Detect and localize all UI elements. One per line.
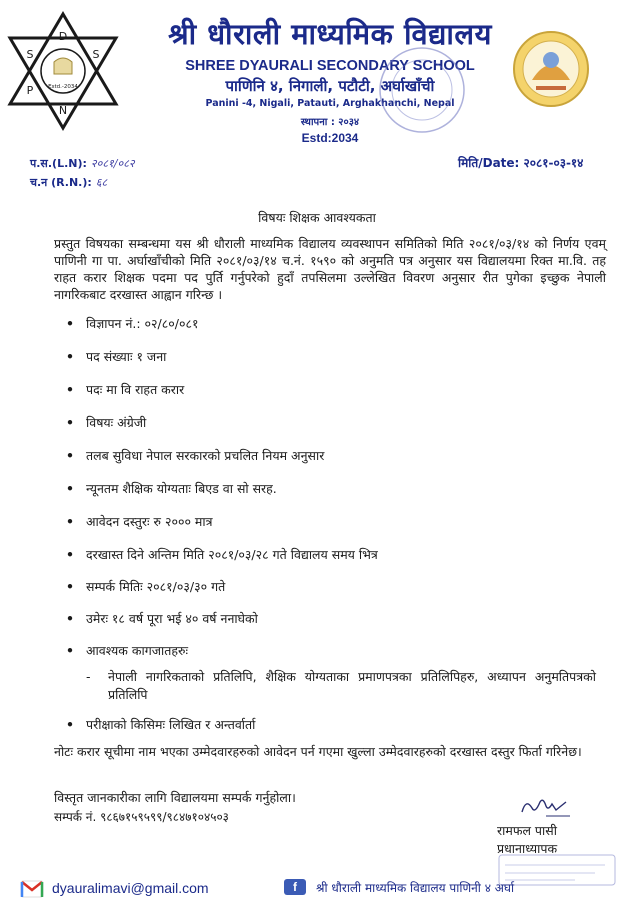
list-item: • आवश्यक कागजातहरुः — [66, 643, 189, 658]
school-emblem-logo — [512, 30, 590, 108]
letter-number-value: २०८१/०८२ — [90, 157, 135, 170]
gmail-icon — [20, 880, 44, 898]
list-item-text: सम्पर्क मितिः २०८१/०३/३० गते — [86, 579, 226, 594]
subject-line: विषयः शिक्षक आवश्यकता — [258, 210, 376, 225]
note-paragraph: नोटः करार सूचीमा नाम भएका उम्मेदवारहरुको आवेदन पर्न गएमा खुल्ला उम्मेदवारहरुको दरखास्त दस्तुर फिर्ता गरिनेछ। — [54, 744, 582, 759]
logo-letter-d: D — [58, 30, 68, 43]
list-item-text: परीक्षाको किसिमः लिखित र अन्तर्वार्ता — [86, 717, 256, 732]
letter-number-label: प.स.(L.N): — [30, 157, 87, 170]
facebook-icon: f — [284, 879, 306, 895]
established-english: Estd:2034 — [301, 131, 359, 145]
logo-letter-p: P — [26, 84, 34, 97]
list-item: • सम्पर्क मितिः २०८१/०३/३० गते — [66, 579, 226, 594]
list-item-text: विषयः अंग्रेजी — [86, 415, 147, 430]
reference-number-label: च.न (R.N.): — [30, 176, 92, 189]
reference-number-value: ६८ — [95, 176, 108, 189]
list-item: • पद संख्याः १ जना — [66, 349, 167, 364]
office-seal-stamp — [376, 44, 468, 136]
list-item: • उमेरः १८ वर्ष पूरा भई ४० वर्ष ननाघेको — [66, 611, 258, 626]
documents-sub-item: - नेपाली नागरिकताको प्रतिलिपि, शैक्षिक योग्यताका प्रमाणपत्रका प्रतिलिपिहरु, अध्यापन अनुमतिपत्रको प्रतिलिपि — [86, 669, 596, 702]
list-item-text: तलब सुविधा नेपाल सरकारको प्रचलित नियम अनुसार — [86, 448, 325, 463]
letter-date: मिति/Date: २०८१-०३-१४ — [458, 156, 584, 170]
list-item: • विषयः अंग्रेजी — [66, 415, 147, 430]
list-item-text: पद संख्याः १ जना — [86, 349, 167, 364]
list-item-text: पदः मा वि राहत करार — [86, 382, 185, 397]
contact-number: सम्पर्क नं. ९८६७१५९५९९/९८४७१०४५०३ — [54, 810, 229, 824]
list-item: • पदः मा वि राहत करार — [66, 382, 185, 397]
school-name-english: SHREE DYAURALI SECONDARY SCHOOL — [185, 58, 475, 74]
signatory-title: प्रधानाध्यापक — [497, 841, 558, 856]
signatory-name: रामफल पासी — [497, 823, 557, 838]
footer-email: dyauralimavi@gmail.com — [52, 880, 209, 896]
logo-letter-s2: S — [92, 48, 100, 61]
logo-letter-n: N — [58, 104, 68, 117]
established-nepali: स्थापना : २०३४ — [300, 117, 360, 128]
list-item-text: आवेदन दस्तुरः रु २००० मात्र — [86, 514, 213, 529]
list-item: • विज्ञापन नं.: ०२/८०/०८१ — [66, 316, 199, 331]
list-item: • दरखास्त दिने अन्तिम मिति २०८१/०३/२८ गते विद्यालय समय भित्र — [66, 547, 378, 562]
list-item: • न्यूनतम शैक्षिक योग्यताः बिएड वा सो सरह. — [66, 481, 277, 496]
footer-facebook-name: श्री धौराली माध्यमिक विद्यालय पाणिनी ४ अर्घा — [316, 881, 515, 895]
logo-estd: Estd.-2034 — [48, 84, 78, 90]
list-item-text: आवश्यक कागजातहरुः — [86, 643, 189, 658]
intro-paragraph: प्रस्तुत विषयका सम्बन्धमा यस श्री धौराली माध्यमिक विद्यालय व्यवस्थापन समितिको मिति २०८१/०३/१४ को निर्णय एवम् पाणिनी गा पा. अर्घाखाँचीको मिति २०८१/०३/१४ च.नं. १५९० को अनुमति पत्र अनुसार यस विद्यालयमा रिक्त मा.वि. तह राहत करार शिक्षक पदमा पद पुर्ति गर्नुपरेको हुदाँ तपसिलमा उल्लेखित विवरण अनुसार रीत पुगेका इच्छुक नेपाली नागरिकबाट दरखास्त आह्वान गरिन्छ । — [54, 236, 606, 302]
list-item-text: विज्ञापन नं.: ०२/८०/०८१ — [86, 316, 199, 331]
headmaster-signature — [516, 794, 576, 820]
office-rectangular-stamp — [497, 853, 617, 887]
list-item-text: उमेरः १८ वर्ष पूरा भई ४० वर्ष ननाघेको — [86, 611, 258, 626]
school-star-logo — [2, 10, 124, 132]
documents-sub-item-text: नेपाली नागरिकताको प्रतिलिपि, शैक्षिक योग्यताका प्रमाणपत्रका प्रतिलिपिहरु, अध्यापन अनुमतिपत्रको प्रतिलिपि — [108, 669, 596, 702]
letter-number — [30, 156, 135, 171]
school-name-nepali: श्री धौराली माध्यमिक विद्यालय — [168, 17, 492, 51]
address-english: Panini -4, Nigali, Patauti, Arghakhanchi, Nepal — [205, 98, 455, 109]
list-item: • परीक्षाको किसिमः लिखित र अन्तर्वार्ता — [66, 717, 256, 732]
logo-letter-s1: S — [26, 48, 34, 61]
list-item-text: न्यूनतम शैक्षिक योग्यताः बिएड वा सो सरह. — [86, 481, 277, 496]
address-nepali: पाणिनि ४, निगाली, पटौटी, अर्घाखाँची — [225, 77, 435, 95]
more-info-line: विस्तृत जानकारीका लागि विद्यालयमा सम्पर्क गर्नुहोला। — [54, 790, 296, 805]
list-item: • तलब सुविधा नेपाल सरकारको प्रचलित नियम अनुसार — [66, 448, 325, 463]
list-item-text: दरखास्त दिने अन्तिम मिति २०८१/०३/२८ गते विद्यालय समय भित्र — [86, 547, 378, 562]
reference-number — [30, 175, 107, 190]
list-item: • आवेदन दस्तुरः रु २००० मात्र — [66, 514, 213, 529]
